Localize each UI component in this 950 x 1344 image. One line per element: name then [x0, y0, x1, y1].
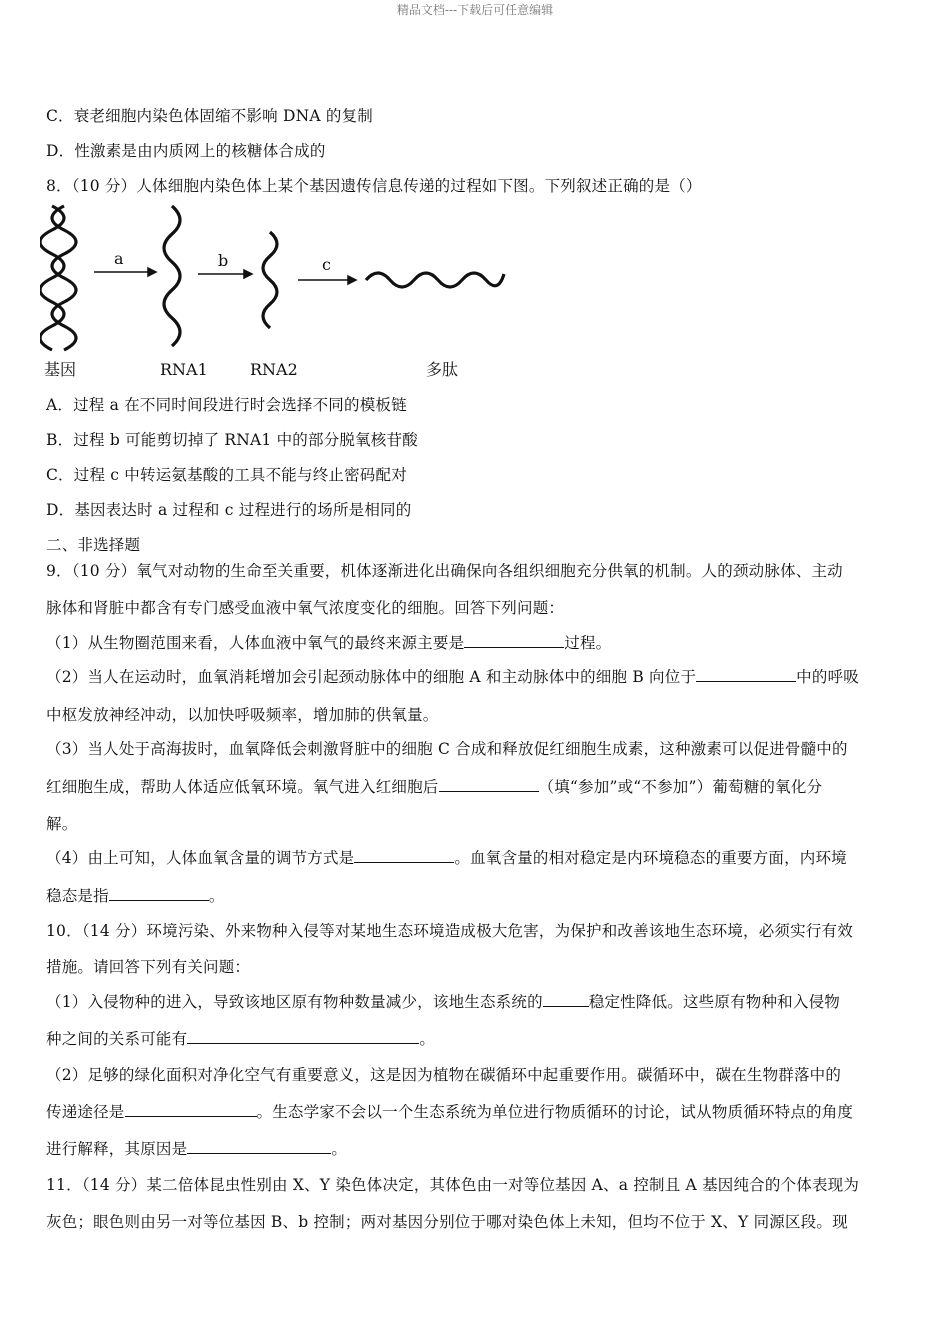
- q10-part1: [46, 990, 840, 1012]
- q7-option-c: C．衰老细胞内染色体固缩不影响 DNA 的复制: [46, 107, 373, 125]
- answer-blank[interactable]: [439, 777, 539, 792]
- label-gene: 基因: [44, 360, 77, 379]
- q10-part2-line3: [46, 1137, 347, 1159]
- answer-blank[interactable]: [696, 667, 796, 682]
- label-polypeptide: 多肽: [426, 360, 459, 379]
- q10-part2-text-d: 进行解释，其原因是: [46, 1140, 188, 1158]
- page-header: 精品文档---下载后可任意编辑: [396, 3, 554, 17]
- arrow-b-label: b: [218, 251, 229, 270]
- arrow-a-icon: [94, 268, 156, 276]
- q9-part4-text-a: （4）由上可知，人体血氧含量的调节方式是: [46, 849, 355, 867]
- q9-part3-text-b: 红细胞生成，帮助人体适应低氧环境。氧气进入红细胞后: [46, 778, 439, 796]
- q10-part1-text-b: 稳定性降低。这些原有物种和入侵物: [588, 993, 840, 1011]
- q10-stem-line2: 措施。请回答下列有关问题：: [46, 958, 251, 976]
- gene-expression-diagram: [40, 198, 520, 383]
- q9-part3-line2: [46, 775, 822, 797]
- answer-blank[interactable]: [187, 1139, 331, 1154]
- q11-stem-line1: 11．（14 分）某二倍体昆虫性别由 X、Y 染色体决定，其体色由一对等位基因 A、a 控制且 A 基因纯合的个体表现为: [46, 1176, 860, 1194]
- q9-stem-line1: 9．（10 分）氧气对动物的生命至关重要，机体逐渐进化出确保向各组织细胞充分供氧的机制。人的颈动脉体、主动: [46, 562, 843, 580]
- label-rna2: RNA2: [250, 360, 298, 379]
- q9-part2: [46, 665, 859, 687]
- answer-blank[interactable]: [543, 992, 589, 1007]
- polypeptide-chain-icon: [366, 273, 504, 287]
- q10-part2-line2: [46, 1100, 853, 1122]
- arrow-c-icon: [298, 276, 356, 284]
- q10-part2-text-b: 传递途径是: [46, 1103, 125, 1121]
- q8-option-a: A．过程 a 在不同时间段进行时会选择不同的模板链: [46, 396, 407, 414]
- q8-option-d: D．基因表达时 a 过程和 c 过程进行的场所是相同的: [46, 501, 412, 519]
- q8-option-b: B．过程 b 可能剪切掉了 RNA1 中的部分脱氧核苷酸: [46, 431, 418, 449]
- q10-part2-text-e: 。: [331, 1140, 348, 1158]
- q10-part1-text-c: 种之间的关系可能有: [46, 1030, 188, 1048]
- q9-part3-text-c: （填“参加”或“不参加”）葡萄糖的氧化分: [538, 778, 823, 796]
- answer-blank[interactable]: [187, 1029, 419, 1044]
- q7-option-d: D．性激素是由内质网上的核糖体合成的: [46, 142, 326, 160]
- q10-part2-line1: （2）足够的绿化面积对净化空气有重要意义，这是因为植物在碳循环中起重要作用。碳循环中，碳在生物群落中的: [46, 1066, 842, 1084]
- q10-part2-text-c: 。生态学家不会以一个生态系统为单位进行物质循环的讨论，试从物质循环特点的角度: [256, 1103, 854, 1121]
- q9-part1: [46, 631, 611, 653]
- q9-stem-line2: 脉体和肾脏中都含有专门感受血液中氧气浓度变化的细胞。回答下列问题：: [46, 599, 565, 617]
- rna2-strand-icon: [263, 232, 277, 328]
- q9-part2-cont: 中枢发放神经冲动，以加快呼吸频率，增加肺的供氧量。: [46, 706, 439, 724]
- arrow-b-icon: [198, 270, 252, 278]
- q10-part1-cont: [46, 1027, 435, 1049]
- q9-part3-line1: （3）当人处于高海拔时，血氧降低会刺激肾脏中的细胞 C 合成和释放促红细胞生成素，这种激素可以促进骨髓中的: [46, 740, 848, 758]
- q9-part1-text-a: （1）从生物圈范围来看，人体血液中氧气的最终来源主要是: [46, 634, 465, 652]
- q10-part1-text-a: （1）入侵物种的进入，导致该地区原有物种数量减少，该地生态系统的: [46, 993, 543, 1011]
- answer-blank[interactable]: [464, 633, 564, 648]
- q11-stem-line2: 灰色；眼色则由另一对等位基因 B、b 控制；两对基因分别位于哪对染色体上未知，但均不位于 X、Y 同源区段。现: [46, 1213, 848, 1231]
- rna1-strand-icon: [164, 206, 180, 346]
- dna-double-helix-icon: [40, 206, 76, 350]
- q10-stem-line1: 10．（14 分）环境污染、外来物种入侵等对某地生态环境造成极大危害，为保护和改善该地生态环境，必须实行有效: [46, 922, 853, 940]
- q8-option-c: C．过程 c 中转运氨基酸的工具不能与终止密码配对: [46, 466, 407, 484]
- q10-part1-text-d: 。: [419, 1030, 436, 1048]
- q9-part2-text-b: 中的呼吸: [796, 668, 859, 686]
- label-rna1: RNA1: [160, 360, 208, 379]
- q9-part4-text-b: 。血氧含量的相对稳定是内环境稳态的重要方面，内环境: [454, 849, 847, 867]
- answer-blank[interactable]: [354, 848, 454, 863]
- arrow-c-label: c: [322, 255, 331, 274]
- arrow-a-label: a: [114, 249, 124, 268]
- q9-part4-text-d: 。: [208, 887, 225, 905]
- q9-part4-cont: [46, 884, 225, 906]
- q9-part4: [46, 846, 847, 868]
- q9-part2-text-a: （2）当人在运动时，血氧消耗增加会引起颈动脉体中的细胞 A 和主动脉体中的细胞 B 向位于: [46, 668, 697, 686]
- section-heading: 二、非选择题: [46, 536, 141, 554]
- q8-stem: 8．（10 分）人体细胞内染色体上某个基因遗传信息传递的过程如下图。下列叙述正确的是（）: [46, 177, 702, 195]
- q9-part4-text-c: 稳态是指: [46, 887, 109, 905]
- q9-part1-text-b: 过程。: [564, 634, 612, 652]
- answer-blank[interactable]: [125, 1102, 257, 1117]
- answer-blank[interactable]: [109, 886, 209, 901]
- q9-part3-line3: 解。: [46, 815, 78, 833]
